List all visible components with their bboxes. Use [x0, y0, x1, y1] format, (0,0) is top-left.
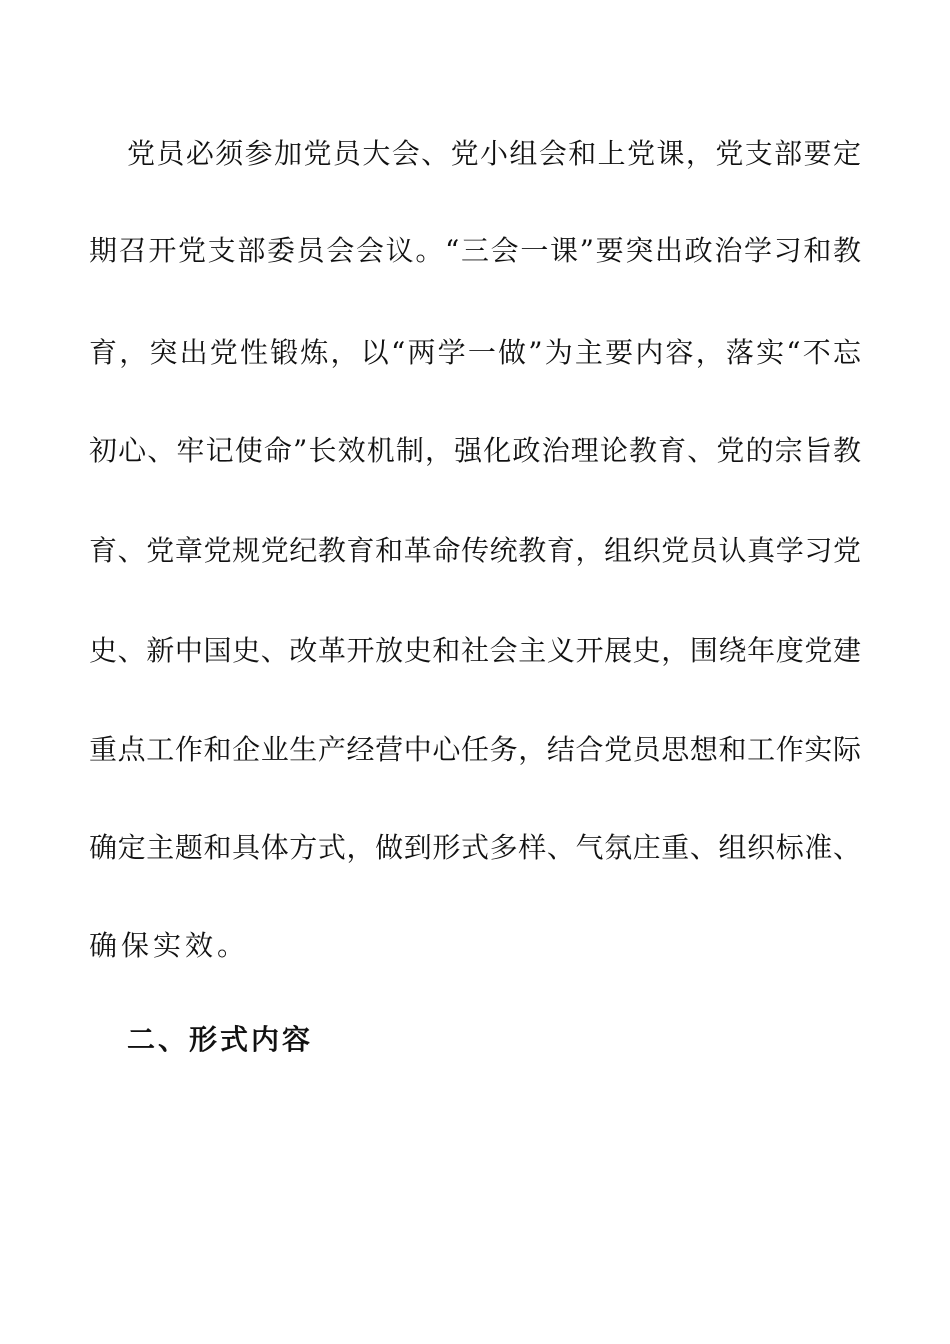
- paragraph-line-7: 重点工作和企业生产经营中心任务，结合党员思想和工作实际: [89, 733, 861, 766]
- paragraph-line-3: 育，突出党性锻炼，以“两学一做”为主要内容，落实“不忘: [89, 336, 861, 369]
- paragraph-line-9: 确保实效。: [89, 929, 250, 962]
- section-heading: 二、形式内容: [127, 1023, 314, 1056]
- paragraph-line-2: 期召开党支部委员会会议。“三会一课”要突出政治学习和教: [89, 234, 861, 267]
- paragraph-line-8: 确定主题和具体方式，做到形式多样、气氛庄重、组织标准、: [89, 831, 861, 864]
- paragraph-line-4: 初心、牢记使命”长效机制，强化政治理论教育、党的宗旨教: [89, 434, 861, 467]
- paragraph-line-6: 史、新中国史、改革开放史和社会主义开展史，围绕年度党建: [89, 634, 861, 667]
- paragraph-line-5: 育、党章党规党纪教育和革命传统教育，组织党员认真学习党: [89, 534, 861, 567]
- paragraph-line-1: 党员必须参加党员大会、党小组会和上党课，党支部要定: [127, 137, 861, 170]
